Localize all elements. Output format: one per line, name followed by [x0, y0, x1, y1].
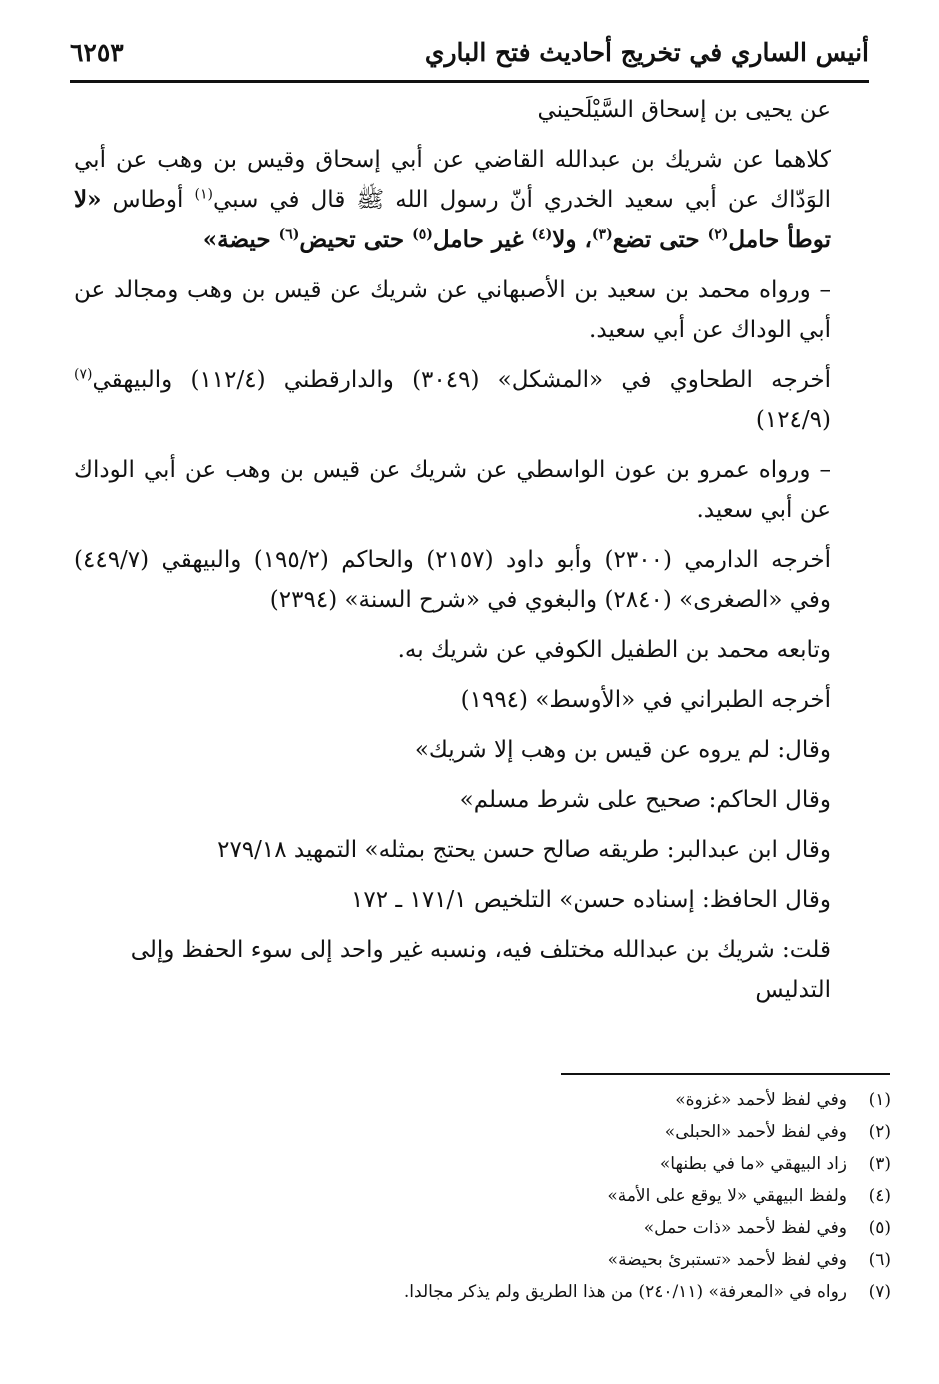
footnote: [80, 1180, 891, 1212]
page-number: ٦٢٥٣: [70, 38, 124, 67]
paragraph-5: – ورواه عمرو بن عون الواسطي عن شريك عن قيس بن وهب عن أبي الوداك عن أبي سعيد.: [74, 457, 831, 523]
footnote-text: ولفظ البيهقي «لا يوقع على الأمة»: [607, 1186, 847, 1206]
paragraph-11: وقال ابن عبدالبر: طريقه صالح حسن يحتج بمثله» التمهيد ٢٧٩/١٨: [217, 837, 831, 863]
paragraph-12: وقال الحافظ: إسناده حسن» التلخيص ١٧١/١ ـ ١٧٢: [351, 887, 831, 913]
text-run: حتى تحيض: [299, 226, 413, 253]
footnote: [80, 1244, 891, 1276]
paragraph-7: وتابعه محمد بن الطفيل الكوفي عن شريك به.: [397, 637, 831, 663]
text-run: أوطاس: [101, 187, 195, 213]
footnotes: [80, 1084, 891, 1308]
footnote-ref[interactable]: (٤): [531, 226, 553, 243]
text-run: ، ولا: [552, 226, 592, 253]
text-run: كلاهما عن شريك بن عبدالله القاضي عن أبي إسحاق وقيس بن وهب عن أبي الوَدّاك عن أبي سعيد الخدري أنّ رسول الله ﷺ قال في سبي: [74, 147, 831, 213]
footnote: [80, 1276, 891, 1308]
paragraph-4: [74, 360, 873, 440]
footnote: [80, 1116, 891, 1148]
footnote-ref[interactable]: (١): [194, 186, 213, 203]
footnote-number: (٧): [868, 1282, 891, 1302]
paragraph-9: وقال: لم يروه عن قيس بن وهب إلا شريك»: [414, 737, 831, 763]
paragraph-8: أخرجه الطبراني في «الأوسط» (١٩٩٤): [460, 687, 831, 713]
paragraph-6: أخرجه الدارمي (٢٣٠٠) وأبو داود (٢١٥٧) والحاكم (١٩٥/٢) والبيهقي (٤٤٩/٧) وفي «الصغرى» (٢٨٤٠) والبغوي في «شرح السنة» (٢٣٩٤): [74, 547, 831, 613]
footnote-number: (١): [868, 1090, 891, 1110]
text-run: حتى تضع: [612, 226, 708, 253]
page-header: [70, 32, 869, 83]
footnote-separator: [561, 1073, 890, 1075]
text-run: «لا توطأ حامل: [74, 186, 831, 253]
footnote-number: (٥): [868, 1218, 891, 1238]
footnote-number: (٤): [868, 1186, 891, 1206]
footnote-ref[interactable]: (٣): [591, 226, 613, 243]
footnote-ref[interactable]: (٢): [707, 226, 729, 243]
footnote-text: وفي لفظ لأحمد «الحبلى»: [664, 1122, 847, 1142]
paragraph-1: عن يحيى بن إسحاق السَّيْلَحيني: [537, 97, 831, 123]
paragraph-13: قلت: شريك بن عبدالله مختلف فيه، ونسبه غير واحد إلى سوء الحفظ وإلى التدليس: [130, 937, 831, 1003]
paragraph-3: – ورواه محمد بن سعيد بن الأصبهاني عن شريك عن قيس بن وهب ومجالد عن أبي الوداك عن أبي سعيد.: [74, 277, 831, 343]
footnote-text: زاد البيهقي «ما في بطنها»: [659, 1154, 847, 1174]
footnote-text: وفي لفظ لأحمد «ذات حمل»: [643, 1218, 847, 1238]
text-run: أخرجه الطحاوي في «المشكل» (٣٠٤٩) والدارقطني (١١٢/٤) والبيهقي: [92, 367, 832, 393]
footnote-text: وفي لفظ لأحمد «غزوة»: [675, 1090, 847, 1110]
paragraph-10: وقال الحاكم: صحيح على شرط مسلم»: [459, 787, 831, 813]
text-run: (١٢٤/٩): [755, 407, 831, 433]
paragraph-2: [74, 140, 873, 260]
footnote-ref[interactable]: (٧): [74, 366, 93, 383]
text-run: غير حامل: [432, 226, 532, 253]
text-run: حيضة»: [202, 226, 279, 253]
footnote-number: (٢): [868, 1122, 891, 1142]
footnote-number: (٦): [868, 1250, 891, 1270]
footnote-number: (٣): [868, 1154, 891, 1174]
book-title: أنيس الساري في تخريج أحاديث فتح الباري: [424, 38, 869, 67]
footnote-ref[interactable]: (٥): [412, 226, 433, 243]
main-text: [74, 90, 873, 1020]
footnote: [80, 1148, 891, 1180]
footnote-text: رواه في «المعرفة» (٢٤٠/١١) من هذا الطريق ولم يذكر مجالدا.: [403, 1282, 847, 1302]
footnote-ref[interactable]: (٦): [278, 226, 300, 243]
footnote: [80, 1084, 891, 1116]
footnote: [80, 1212, 891, 1244]
footnote-text: وفي لفظ لأحمد «تستبرئ بحيضة»: [607, 1250, 847, 1270]
